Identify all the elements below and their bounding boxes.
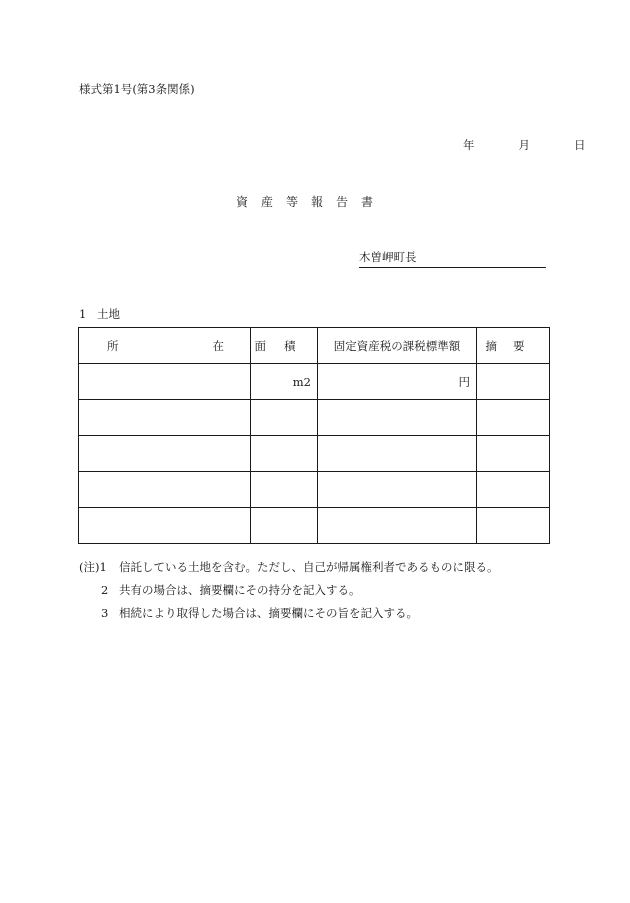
note-item: [79, 579, 499, 602]
notes-section: [79, 556, 499, 625]
form-number: 様式第1号(第3条関係): [79, 82, 195, 96]
header-area-label: 面積: [254, 338, 314, 353]
header-location-a: 所: [107, 338, 119, 353]
cell-area[interactable]: [251, 472, 318, 508]
cell-location[interactable]: [79, 472, 251, 508]
cell-area[interactable]: [251, 400, 318, 436]
cell-area-unit[interactable]: m2: [251, 364, 318, 400]
cell-area[interactable]: [251, 508, 318, 544]
note-text: 信託している土地を含む。ただし、自己が帰属権利者であるものに限る。: [119, 560, 499, 574]
cell-area[interactable]: [251, 436, 318, 472]
table-header-row: [79, 328, 550, 364]
table-row: [79, 400, 550, 436]
header-location-b: 在: [212, 338, 224, 353]
document-title: 資産等報告書: [236, 195, 387, 209]
cell-location[interactable]: [79, 508, 251, 544]
table-row: [79, 472, 550, 508]
header-location: [79, 328, 251, 364]
cell-notes[interactable]: [477, 436, 550, 472]
date-month-label: 月: [518, 138, 530, 152]
cell-notes[interactable]: [477, 364, 550, 400]
note-item: [79, 556, 499, 579]
section-label: 土地: [97, 307, 120, 321]
note-number: 3: [101, 606, 109, 620]
cell-tax-base[interactable]: [318, 436, 477, 472]
cell-tax-base[interactable]: [318, 400, 477, 436]
cell-notes[interactable]: [477, 472, 550, 508]
recipient-line: 木曽岬町長: [359, 249, 546, 268]
date-line: [463, 137, 586, 153]
header-notes: [477, 328, 550, 364]
land-table: [78, 327, 550, 544]
note-number: 1: [99, 560, 107, 574]
header-tax-base: 固定資産税の課税標準額: [318, 328, 477, 364]
table-row: [79, 508, 550, 544]
cell-location[interactable]: [79, 400, 251, 436]
note-item: [79, 602, 499, 625]
note-text: 共有の場合は、摘要欄にその持分を記入する。: [119, 583, 361, 597]
note-number: 2: [101, 583, 109, 597]
cell-tax-base[interactable]: [318, 472, 477, 508]
header-notes-label: 摘要: [485, 338, 541, 353]
date-year-label: 年: [463, 138, 475, 152]
cell-notes[interactable]: [477, 508, 550, 544]
date-day-label: 日: [574, 138, 586, 152]
table-row: [79, 436, 550, 472]
cell-location[interactable]: [79, 436, 251, 472]
notes-prefix: (注): [79, 560, 100, 574]
cell-tax-base-unit[interactable]: 円: [318, 364, 477, 400]
cell-location[interactable]: [79, 364, 251, 400]
section-number: 1: [79, 307, 87, 321]
header-area: [251, 328, 318, 364]
table-row: [79, 364, 550, 400]
section-heading: [79, 306, 120, 322]
cell-notes[interactable]: [477, 400, 550, 436]
note-text: 相続により取得した場合は、摘要欄にその旨を記入する。: [119, 606, 418, 620]
cell-tax-base[interactable]: [318, 508, 477, 544]
